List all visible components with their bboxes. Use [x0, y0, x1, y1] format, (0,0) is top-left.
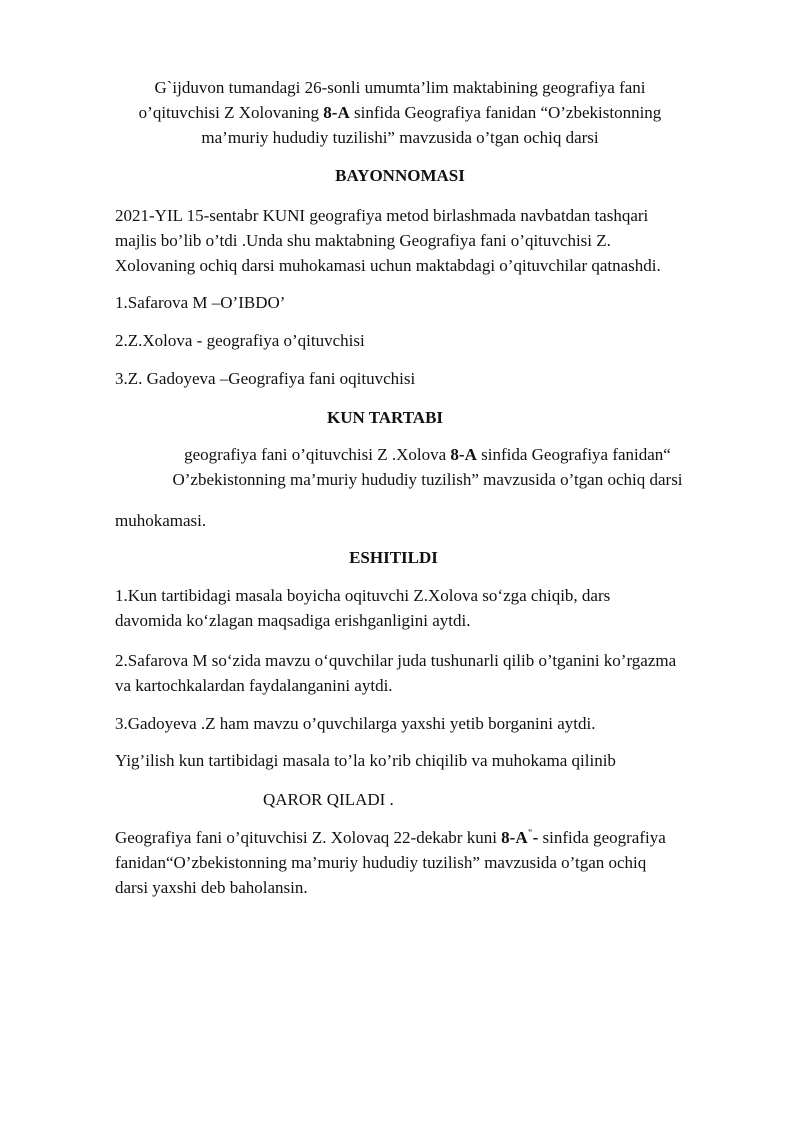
- decision-line-3: darsi yaxshi deb baholansin.: [115, 878, 308, 897]
- class-name: 8-A: [323, 103, 350, 122]
- intro-line-3: Xolovaning ochiq darsi muhokamasi uchun maktabdagi o’qituvchilar qatnashdi.: [115, 256, 661, 275]
- class-name: 8-A"-: [501, 828, 539, 847]
- decision-heading: QAROR QILADI .: [263, 790, 394, 809]
- decision-paragraph: [115, 825, 755, 900]
- attendee-item: 1.Safarova M –O’IBDO’: [115, 293, 286, 312]
- attendee-item: 3.Z. Gadoyeva –Geografiya fani oqituvchisi: [115, 369, 416, 388]
- header-line-1: G`ijduvon tumandagi 26-sonli umumta’lim maktabining geografiya fani: [154, 78, 646, 97]
- agenda-line-3: muhokamasi.: [115, 511, 207, 530]
- intro-line-1: 2021-YIL 15-sentabr KUNI geografiya metod birlashmada navbatdan tashqari: [115, 206, 649, 225]
- heard-item-1: 1.Kun tartibidagi masala boyicha oqituvchi Z.Xolova so‘zga chiqib, dars davomida ko‘zlagan maqsadiga erishganligini aytdi.: [115, 586, 611, 630]
- document-header: [100, 75, 700, 150]
- document-title: BAYONNOMASI: [335, 166, 465, 185]
- intro-paragraph: [115, 203, 755, 278]
- heard-heading: ESHITILDI: [349, 548, 438, 567]
- agenda-heading: KUN TARTABI: [326, 408, 444, 427]
- meeting-summary: Yig’ilish kun tartibidagi masala to’la ko’rib chiqilib va muhokama qilinib: [115, 751, 616, 770]
- heard-item-2: 2.Safarova M so‘zida mavzu o‘quvchilar juda tushunarli qilib o’tganini ko’rgazma va kartochkalardan faydalanganini aytdi.: [115, 651, 677, 695]
- heard-item-3: 3.Gadoyeva .Z ham mavzu o’quvchilarga yaxshi yetib borganini aytdi.: [115, 714, 596, 733]
- intro-line-2: majlis bo’lib o’tdi .Unda shu maktabning Geografiya fani o’qituvchisi Z.: [115, 231, 611, 250]
- decision-line-1: Geografiya fani o’qituvchisi Z. Xolovaq 22-dekabr kuni 8-A"- sinfida geografiya: [115, 828, 666, 847]
- header-line-3: ma’muriy hududiy tuzilishi” mavzusida o’tgan ochiq darsi: [201, 128, 599, 147]
- header-line-2: o’qituvchisi Z Xolovaning 8-A sinfida Geografiya fanidan “O’zbekistonning: [138, 103, 662, 122]
- agenda-line-2: O’zbekistonning ma’muriy hududiy tuzilish” mavzusida o’tgan ochiq darsi: [172, 470, 683, 489]
- attendee-item: 2.Z.Xolova - geografiya o’qituvchisi: [115, 331, 365, 350]
- decision-line-2: fanidan“O’zbekistonning ma’muriy hududiy tuzilish” mavzusida o’tgan ochiq: [115, 853, 647, 872]
- agenda-text: [100, 442, 755, 492]
- class-name: 8-A: [450, 445, 477, 464]
- agenda-line-1: geografiya fani o’qituvchisi Z .Xolova 8-A sinfida Geografiya fanidan“: [184, 445, 671, 464]
